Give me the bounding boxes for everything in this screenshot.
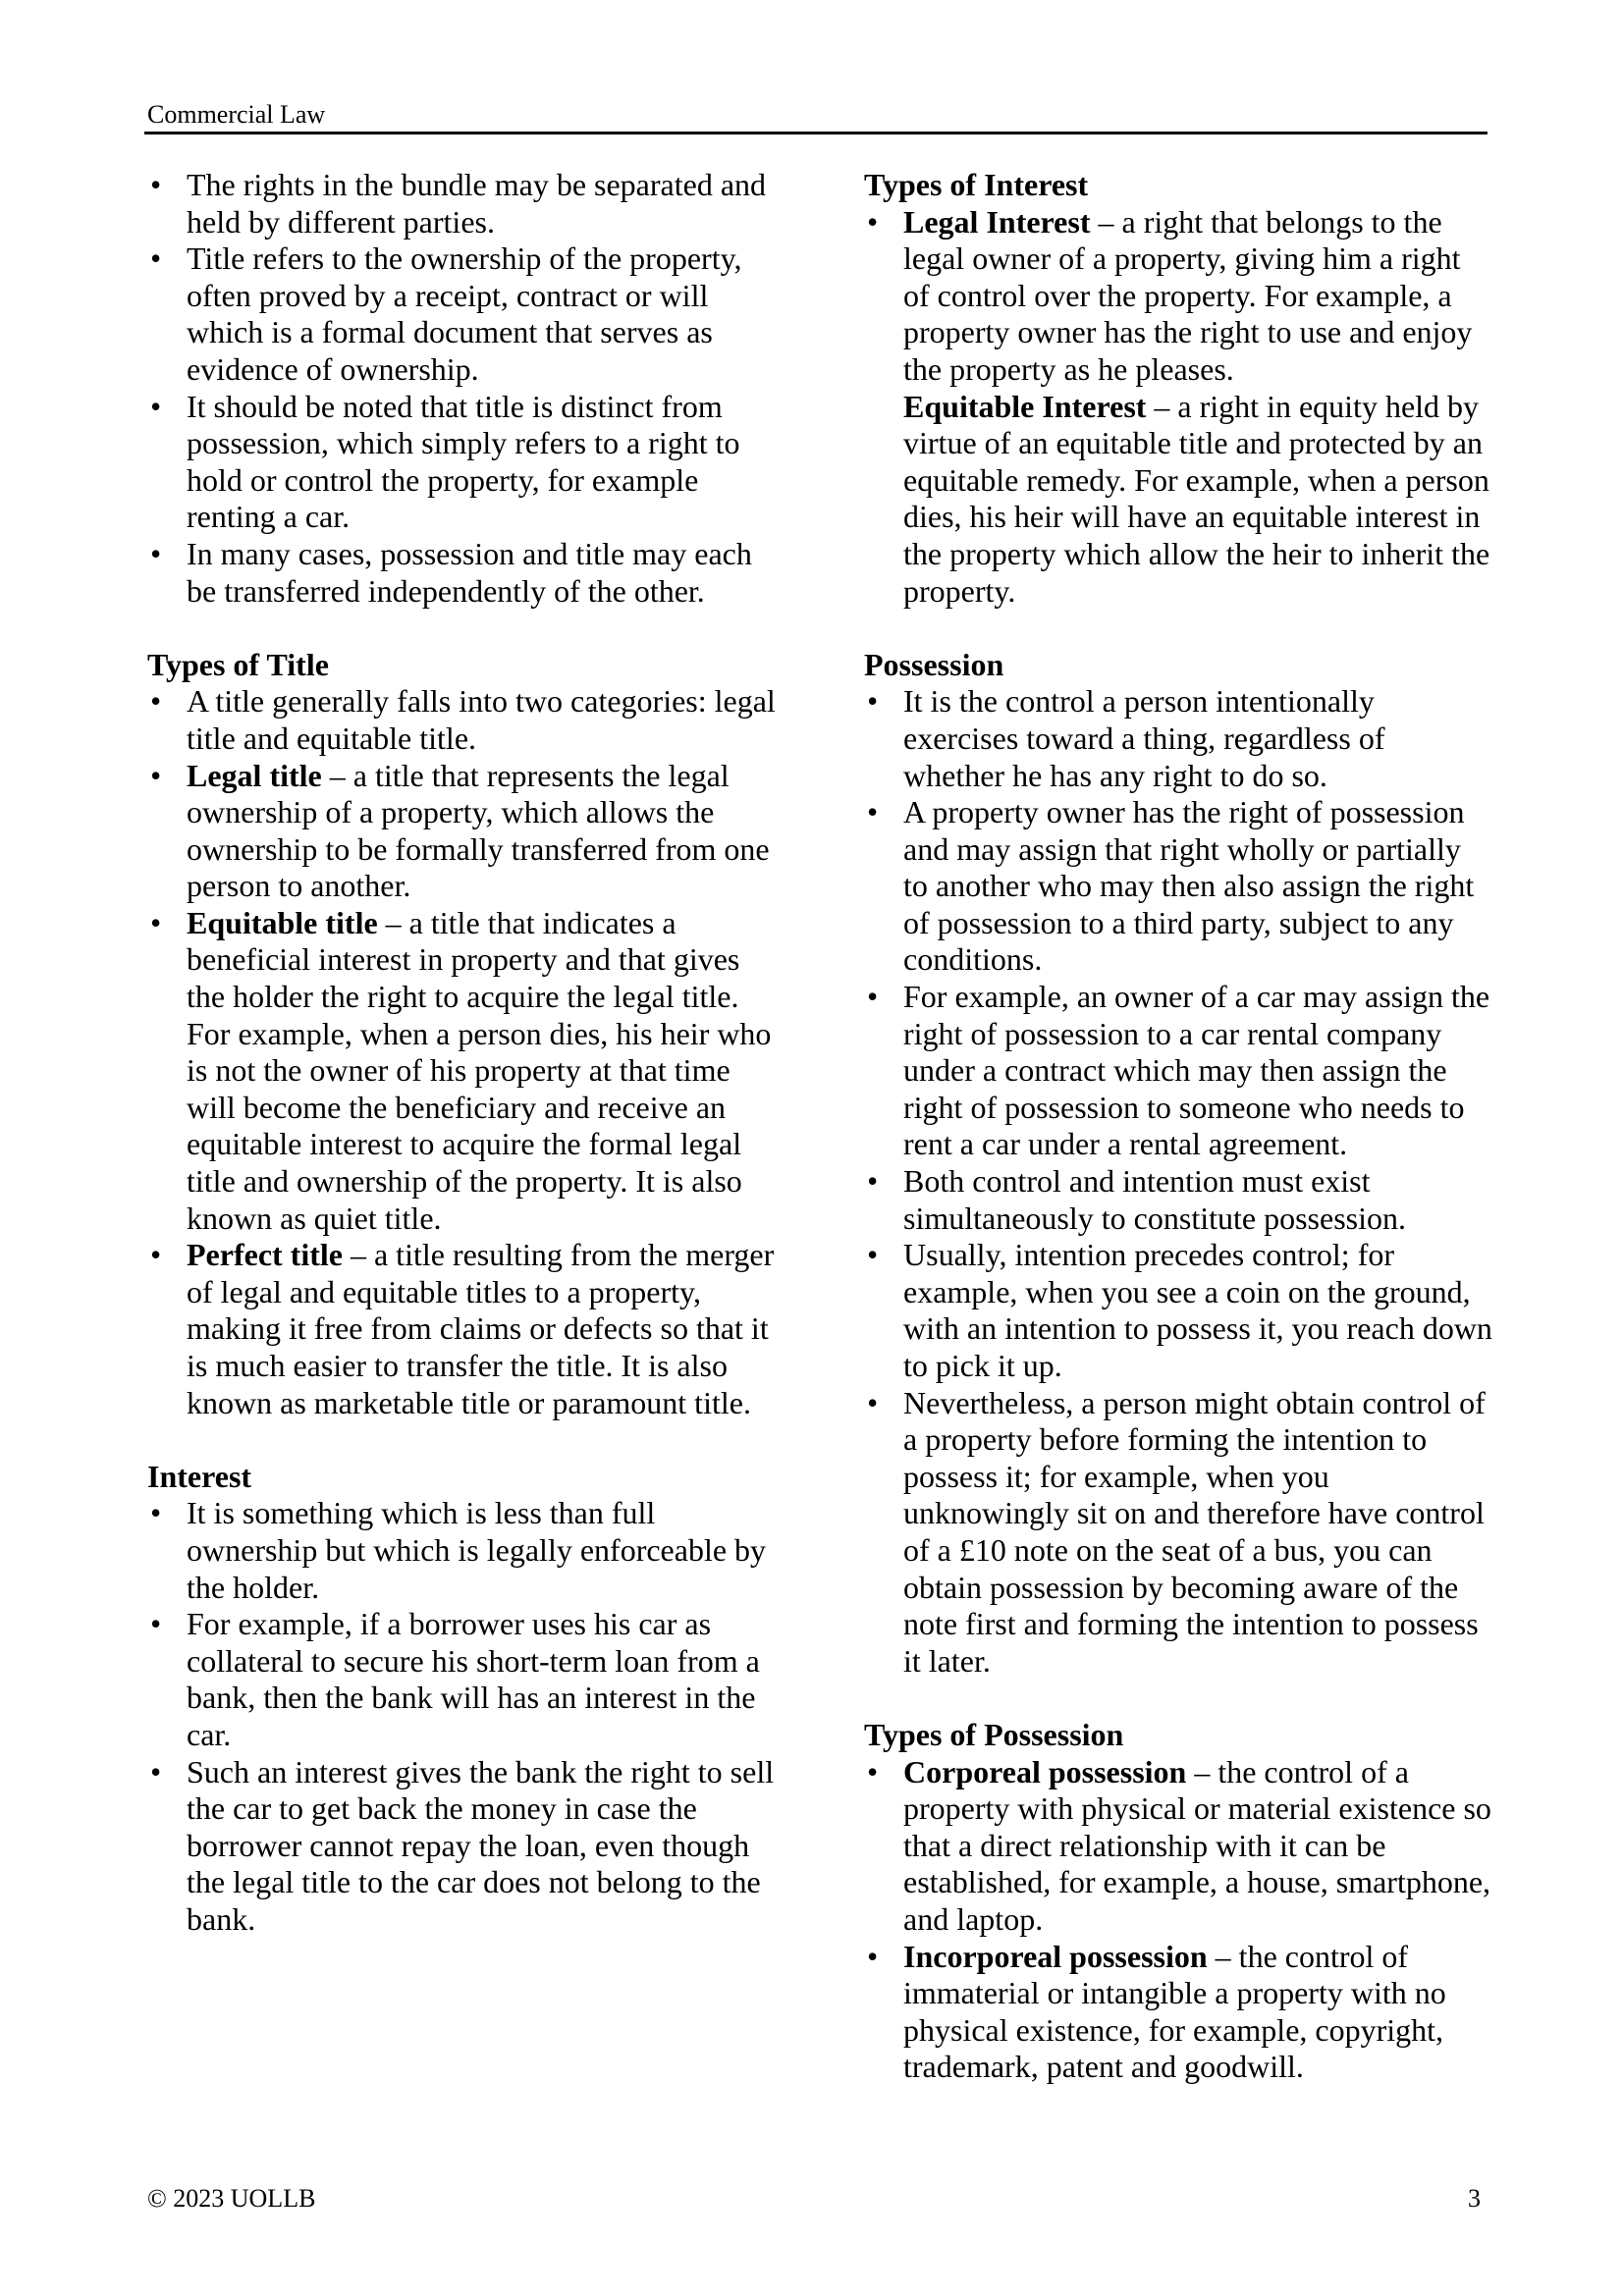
list-item: • It should be noted that title is distinct from possession, which simply refers to a right to hold or control the property, for example renting a car. (150, 388, 740, 535)
term-legal-title: Legal title (187, 757, 322, 793)
list-item: • Nevertheless, a person might obtain control of a property before forming the intention to possess it; for example, when you unknowingly sit on and therefore have control of a £10 note on the seat of a bus, you can obtain possession by becoming aware of the note first and forming the intention to possess it later. (867, 1384, 1486, 1679)
interest-list (147, 1495, 776, 1938)
list-item: • For example, an owner of a car may assign the right of possession to a car rental company under a contract which may then assign the right of possession to someone who needs to rent a car under a rental agreement. (867, 979, 1490, 1162)
bullet: • (150, 683, 162, 720)
bullet: • (867, 979, 879, 1015)
bullet: • (150, 388, 162, 424)
bullet: • (867, 794, 879, 830)
bullet: • (867, 683, 879, 720)
types-of-possession-list (864, 1754, 1492, 2086)
bullet: • (150, 904, 162, 940)
bullet: • (150, 240, 162, 277)
bullet: • (867, 203, 879, 240)
term-equitable-title: Equitable title (187, 904, 378, 940)
list-item: • A property owner has the right of possession and may assign that right wholly or partially to another who may then also assign the right of possession to a third party, subject to any conditions. (867, 794, 1475, 978)
term-corporeal-possession: Corporeal possession (903, 1753, 1187, 1789)
list-item: • For example, if a borrower uses his car as collateral to secure his short-term loan from a bank, then the bank will has an interest in the car. (150, 1606, 760, 1752)
list-item: • A title generally falls into two categories: legal title and equitable title. (150, 683, 776, 756)
heading-types-of-title: Types of Title (147, 646, 329, 682)
list-item: • Legal title – a title that represents the legal ownership of a property, which allows the ownership to be formally transferred from one person to another. (150, 757, 770, 904)
bullet: • (150, 1753, 162, 1789)
bullet: • (867, 1163, 879, 1200)
bullet: • (867, 1237, 879, 1273)
types-of-title-list (147, 683, 776, 1421)
list-item: • The rights in the bundle may be separated and held by different parties. (150, 167, 767, 240)
list-item: • It is something which is less than full ownership but which is legally enforceable by the holder. (150, 1495, 767, 1605)
heading-interest: Interest (147, 1458, 252, 1494)
heading-types-of-possession: Types of Possession (864, 1716, 1124, 1752)
page-number: 3 (1468, 2184, 1481, 2213)
term-perfect-title: Perfect title (187, 1237, 343, 1273)
heading-possession: Possession (864, 646, 1004, 682)
intro-list (147, 167, 776, 610)
types-of-interest-list (864, 204, 1492, 389)
bullet: • (867, 1753, 879, 1789)
bullet: • (150, 1237, 162, 1273)
list-item: • Perfect title – a title resulting from the merger of legal and equitable titles to a property, making it free from claims or defects so that it is much easier to transfer the title. It is also known as marketable title or paramount title. (150, 1237, 775, 1420)
footer-copyright: © 2023 UOLLB (147, 2184, 316, 2213)
term-equitable-interest: Equitable Interest (903, 388, 1147, 424)
list-item: • Equitable title – a title that indicates a beneficial interest in property and that gives the holder the right to acquire the legal title. For example, when a person dies, his heir who is not the owner of his property at that time will become the beneficiary and receive an equitable interest to acquire the formal legal title and ownership of the property. It is also known as quiet title. (150, 904, 772, 1236)
list-item: • Usually, intention precedes control; for example, when you see a coin on the ground, with an intention to possess it, you reach down to pick it up. (867, 1237, 1492, 1383)
header-rule (144, 132, 1488, 134)
term-legal-interest: Legal Interest (903, 203, 1091, 240)
bullet: • (867, 1384, 879, 1420)
right-column (864, 167, 1492, 2086)
list-item: • Incorporeal possession – the control of immaterial or intangible a property with no physical existence, for example, copyright, trademark, patent and goodwill. (867, 1938, 1446, 2085)
bullet: • (150, 1495, 162, 1531)
bullet: • (150, 535, 162, 571)
list-item: • Such an interest gives the bank the right to sell the car to get back the money in case the borrower cannot repay the loan, even though the legal title to the car does not belong to the bank. (150, 1753, 775, 1937)
bullet: • (150, 757, 162, 793)
possession-list (864, 683, 1492, 1680)
running-header: Commercial Law (147, 100, 326, 129)
list-item: • Both control and intention must exist simultaneously to constitute possession. (867, 1163, 1406, 1236)
bullet: • (867, 1938, 879, 1974)
left-column (147, 167, 776, 1939)
equitable-interest-paragraph: Equitable Interest – a right in equity held by virtue of an equitable title and protected by an equitable remedy. For example, when a person dies, his heir will have an equitable interest in the property which allow the heir to inherit the property. (903, 388, 1490, 609)
heading-types-of-interest: Types of Interest (864, 167, 1089, 202)
list-item: • Legal Interest – a right that belongs to the legal owner of a property, giving him a right of control over the property. For example, a property owner has the right to use and enjoy the property as he pleases. (867, 203, 1473, 387)
list-item: • It is the control a person intentionally exercises toward a thing, regardless of whether he has any right to do so. (867, 683, 1385, 793)
term-incorporeal-possession: Incorporeal possession (903, 1938, 1208, 1974)
bullet: • (150, 167, 162, 202)
list-item: • Corporeal possession – the control of a property with physical or material existence so that a direct relationship with it can be established, for example, a house, smartphone, and laptop. (867, 1753, 1491, 1937)
list-item: • Title refers to the ownership of the property, often proved by a receipt, contract or will which is a formal document that serves as evidence of ownership. (150, 240, 742, 387)
bullet: • (150, 1606, 162, 1642)
list-item: • In many cases, possession and title may each be transferred independently of the other. (150, 535, 752, 609)
